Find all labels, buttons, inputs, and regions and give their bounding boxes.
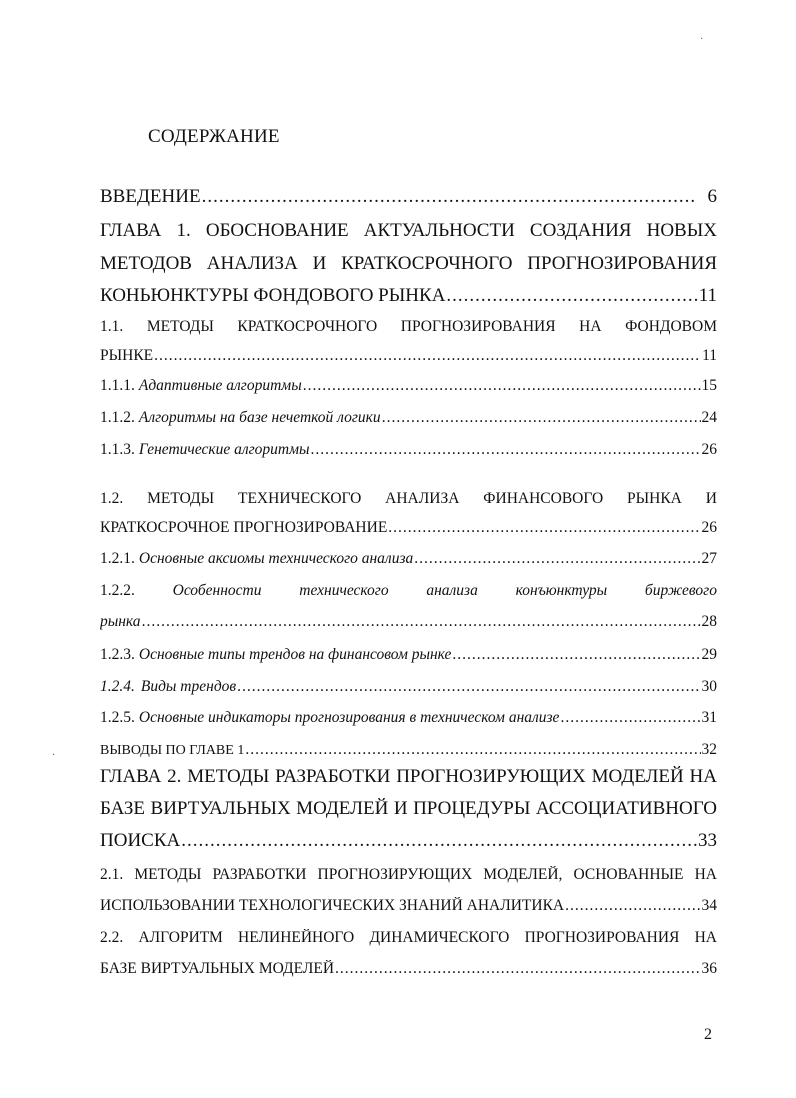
toc-entry-chapter-2: ГЛАВА 2. МЕТОДЫ РАЗРАБОТКИ ПРОГНОЗИРУЮЩИХ МОДЕЛЕЙ НА	[100, 766, 717, 787]
toc-entry-1-2-3: 1.2.3. Основные типы трендов на финансовом рынке ..... 29	[100, 646, 717, 664]
dot-leader	[237, 678, 700, 696]
dot-leader	[154, 347, 701, 365]
page-title: СОДЕРЖАНИЕ	[148, 126, 280, 147]
toc-entry-1-2-4: 1.2.4. Виды трендов ..... 30	[100, 678, 717, 696]
dot-leader	[560, 709, 700, 727]
dot-leader	[388, 519, 700, 537]
toc-entry-1-1-2: 1.1.2. Алгоритмы на базе нечеткой логики ..... 24	[100, 409, 717, 427]
toc-page-number: 26	[701, 519, 717, 536]
toc-page-number: 11	[698, 285, 717, 306]
toc-entry-chapter-2-line-3: ПОИСКА ..... 33	[100, 830, 717, 852]
dot-leader	[311, 441, 701, 459]
toc-entry-section-2-2-line-2: БАЗЕ ВИРТУАЛЬНЫХ МОДЕЛЕЙ ..... 36	[100, 960, 717, 978]
scan-mark: ·	[52, 750, 56, 761]
dot-leader	[382, 409, 701, 427]
toc-entry-chapter-1-line-2: МЕТОДОВ АНАЛИЗА И КРАТКОСРОЧНОГО ПРОГНОЗИРОВАНИЯ	[100, 253, 717, 274]
toc-entry-section-2-1-line-2: ИСПОЛЬЗОВАНИИ ТЕХНОЛОГИЧЕСКИХ ЗНАНИЙ АНАЛИТИКА ..... 34	[100, 897, 717, 915]
dot-leader	[452, 646, 700, 664]
toc-page-number: 11	[702, 347, 717, 364]
toc-page-number: 29	[701, 646, 717, 663]
toc-entry-1-2-2: 1.2.2. Особенности технического анализа конъюнктуры биржевого	[100, 582, 717, 599]
toc-entry-section-2-2: 2.2. АЛГОРИТМ НЕЛИНЕЙНОГО ДИНАМИЧЕСКОГО ПРОГНОЗИРОВАНИЯ НА	[100, 929, 717, 946]
dot-leader	[446, 285, 697, 307]
toc-entry-chapter-1-line-3: КОНЬЮНКТУРЫ ФОНДОВОГО РЫНКА ..... 11	[100, 285, 717, 307]
toc-entry-section-1-2: 1.2. МЕТОДЫ ТЕХНИЧЕСКОГО АНАЛИЗА ФИНАНСОВОГО РЫНКА И	[100, 490, 717, 507]
toc-page-number: 27	[701, 550, 717, 567]
toc-entry-1-1-1: 1.1.1. Адаптивные алгоритмы ..... 15	[100, 377, 717, 395]
page-number: 2	[704, 1026, 712, 1043]
toc-entry-1-2-5: 1.2.5. Основные индикаторы прогнозирования в техническом анализе ..... 31	[100, 709, 717, 727]
toc-page-number: 31	[701, 709, 717, 726]
toc-entry-1-1-3: 1.1.3. Генетические алгоритмы ..... 26	[100, 441, 717, 459]
toc-page-number: 32	[701, 741, 717, 758]
dot-leader	[142, 613, 701, 631]
dot-leader	[181, 830, 697, 852]
toc-page-number: 24	[701, 409, 717, 426]
toc-entry-chapter-2-line-2: БАЗЕ ВИРТУАЛЬНЫХ МОДЕЛЕЙ И ПРОЦЕДУРЫ АССОЦИАТИВНОГО	[100, 798, 717, 819]
dot-leader	[245, 741, 700, 759]
toc-page-number: 30	[701, 678, 717, 695]
dot-leader	[414, 550, 700, 568]
toc-entry-chapter-1: ГЛАВА 1. ОБОСНОВАНИЕ АКТУАЛЬНОСТИ СОЗДАНИЯ НОВЫХ	[100, 220, 717, 241]
toc-page-number: 6	[707, 186, 717, 207]
toc-entry-conclusions-1: ВЫВОДЫ ПО ГЛАВЕ 1 ..... 32	[100, 741, 717, 759]
scan-mark: ·	[700, 34, 704, 45]
toc-page-number: 26	[701, 441, 717, 458]
toc-entry-section-1-2-line-2: КРАТКОСРОЧНОЕ ПРОГНОЗИРОВАНИЕ ..... 26	[100, 519, 717, 537]
dot-leader	[565, 897, 700, 915]
toc-entry-1-2-2-line-2: рынка ..... 28	[100, 613, 717, 631]
toc-entry-introduction: ВВЕДЕНИЕ ..... 6	[100, 186, 717, 208]
toc-page-number: 36	[701, 960, 717, 977]
toc-page-number: 33	[698, 830, 717, 851]
toc-entry-section-1-1-line-2: РЫНКЕ ..... 11	[100, 347, 717, 365]
dot-leader	[303, 377, 701, 395]
toc-entry-section-2-1: 2.1. МЕТОДЫ РАЗРАБОТКИ ПРОГНОЗИРУЮЩИХ МОДЕЛЕЙ, ОСНОВАННЫЕ НА	[100, 866, 717, 883]
toc-entry-section-1-1: 1.1. МЕТОДЫ КРАТКОСРОЧНОГО ПРОГНОЗИРОВАНИЯ НА ФОНДОВОМ	[100, 318, 717, 335]
toc-page-number: 15	[701, 377, 717, 394]
dot-leader	[202, 186, 695, 208]
dot-leader	[335, 960, 700, 978]
toc-entry-1-2-1: 1.2.1. Основные аксиомы технического анализа ..... 27	[100, 550, 717, 568]
toc-page-number: 28	[701, 613, 717, 630]
toc-page-number: 34	[701, 897, 717, 914]
